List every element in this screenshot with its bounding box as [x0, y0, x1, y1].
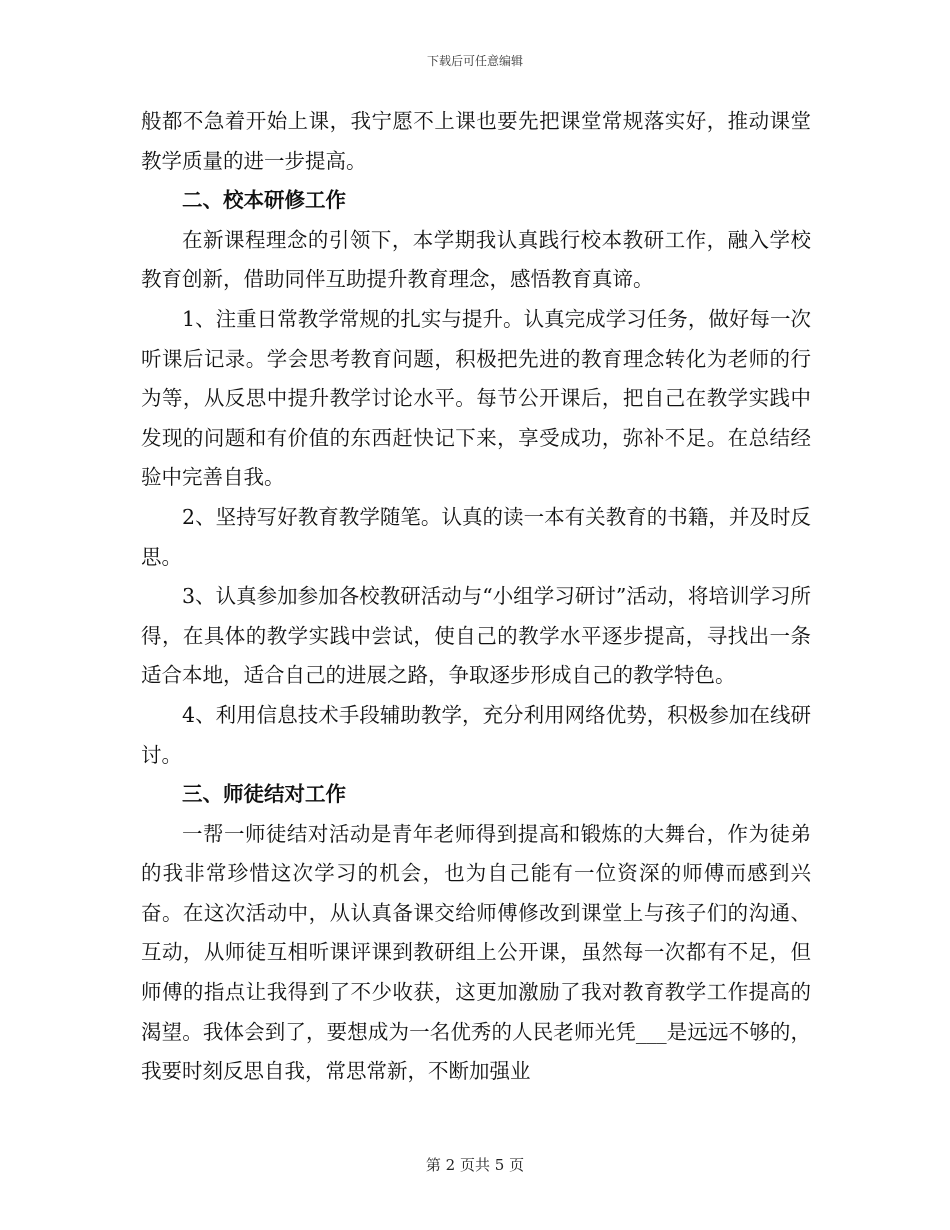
section-heading-school-research: 二、校本研修工作 — [182, 188, 346, 213]
document-body — [141, 102, 811, 1092]
paragraph-item-2: 2、坚持写好教育教学随笔。认真的读一本有关教育的书籍，并及时反思。 — [141, 504, 811, 569]
section-heading-mentorship: 三、师徒结对工作 — [182, 782, 346, 807]
page-number: 第 2 页共 5 页 — [425, 1156, 525, 1174]
paragraph-item-4: 4、利用信息技术手段辅助教学，充分利用网络优势，积极参加在线研讨。 — [141, 702, 811, 767]
paragraph-continuation: 般都不急着开始上课，我宁愿不上课也要先把课堂常规落实好，推动课堂教学质量的进一步提高。 — [141, 109, 811, 173]
paragraph-mentorship: 一帮一师徒结对活动是青年老师得到提高和锻炼的大舞台，作为徒弟的我非常珍惜这次学习的机会，也为自己能有一位资深的师傅而感到兴奋。在这次活动中，从认真备课交给师傅修改到课堂上与孩子们的沟通、互动，从师徒互相听课评课到教研组上公开课，虽然每一次都有不足，但师傅的指点让我得到了不少收获，这更加激励了我对教育教学工作提高的渴望。我体会到了，要想成为一名优秀的人民老师光凭___是远远不够的，我要时刻反思自我，常思常新，不断加强业 — [141, 821, 811, 1084]
paragraph-intro-research: 在新课程理念的引领下，本学期我认真践行校本教研工作，融入学校教育创新，借助同伴互助提升教育理念，感悟教育真谛。 — [141, 227, 811, 292]
page-header-note: 下载后可任意编辑 — [426, 54, 523, 68]
paragraph-item-1: 1、注重日常教学常规的扎实与提升。认真完成学习任务，做好每一次听课后记录。学会思考教育问题，积极把先进的教育理念转化为老师的行为等，从反思中提升教学讨论水平。每节公开课后，把自己在教学实践中发现的问题和有价值的东西赶快记下来，享受成功，弥补不足。在总结经验中完善自我。 — [141, 306, 811, 490]
paragraph-item-3: 3、认真参加参加各校教研活动与“小组学习研讨”活动，将培训学习所得，在具体的教学实践中尝试，使自己的教学水平逐步提高，寻找出一条适合本地，适合自己的进展之路，争取逐步形成自己的教学特色。 — [141, 584, 811, 688]
